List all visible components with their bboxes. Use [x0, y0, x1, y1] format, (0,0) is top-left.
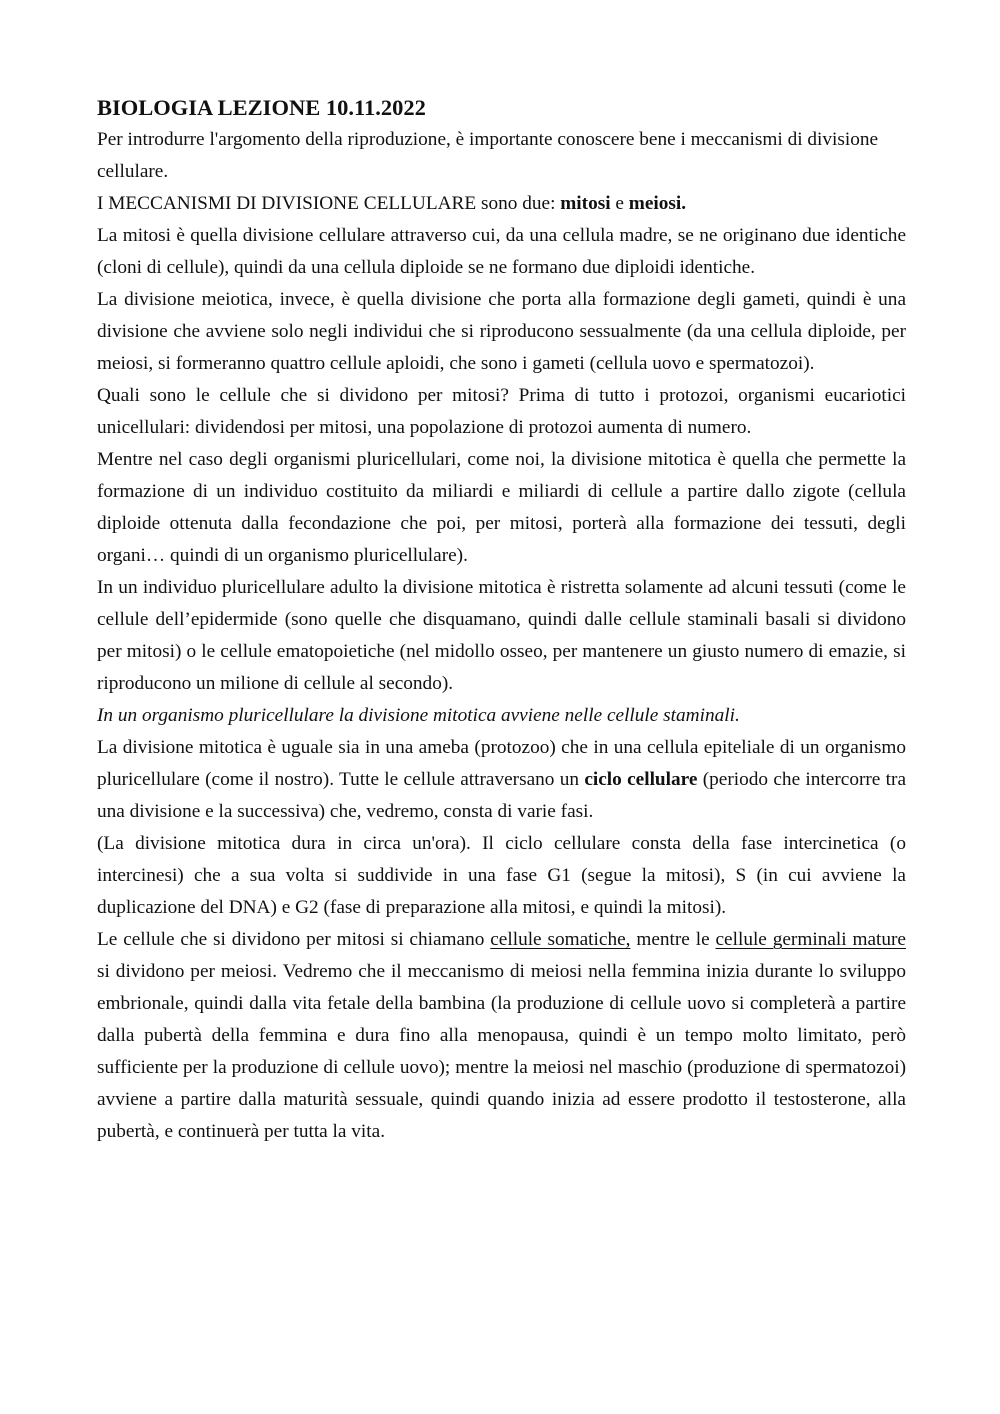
paragraph-mitosis-definition: La mitosi è quella divisione cellulare attraverso cui, da una cellula madre, se ne originano due identiche (cloni di cellule), quindi da una cellula diploide se ne formano due diploidi identiche.: [97, 225, 906, 278]
text-segment: La divisione mitotica è uguale sia in una ameba (protozoo) che in una cellula epiteliale di un organismo pluricellulare (come il nostro). Tutte le cellule attraversano un: [97, 737, 906, 790]
paragraph-multicellular: Mentre nel caso degli organismi pluricellulari, come noi, la divisione mitotica è quella che permette la formazione di un individuo costituito da miliardi e miliardi di cellule a partire dallo zigote (cellula diploide ottenuta dalla fecondazione che poi, per mitosi, porterà alla formazione dei tessuti, degli organi… quindi di un organismo pluricellulare).: [97, 449, 906, 566]
text-segment: (periodo che intercorre tra una divisione e la successiva) che, vedremo, consta di varie fasi.: [97, 769, 907, 822]
paragraph-protozoa: Quali sono le cellule che si dividono per mitosi? Prima di tutto i protozoi, organismi eucariotici unicellulari: dividendosi per mitosi, una popolazione di protozoi aumenta di numero.: [97, 385, 906, 438]
paragraph-adult-tissues: In un individuo pluricellulare adulto la divisione mitotica è ristretta solamente ad alcuni tessuti (come le cellule dell’epidermide (sono quelle che disquamano, quindi dalle cellule staminali basali si dividono per mitosi) o le cellule ematopoietiche (nel midollo osseo, per mantenere un giusto numero di emazie, si riproducono un milione di cellule al secondo).: [97, 577, 906, 694]
paragraph-somatic-germinal: [97, 924, 906, 1148]
document-page: [97, 92, 906, 1148]
text-segment: I MECCANISMI DI DIVISIONE CELLULARE sono due:: [97, 193, 561, 214]
text-segment: e: [610, 193, 629, 214]
paragraph-cell-cycle: [97, 732, 906, 828]
paragraph-cycle-phases: (La divisione mitotica dura in circa un'ora). Il ciclo cellulare consta della fase intercinetica (o intercinesi) che a sua volta si suddivide in una fase G1 (segue la mitosi), S (in cui avviene la duplicazione del DNA) e G2 (fase di preparazione alla mitosi, e quindi la mitosi).: [97, 833, 906, 918]
text-segment: si dividono per meiosi. Vedremo che il meccanismo di meiosi nella femmina inizia durante lo sviluppo embrionale, quindi dalla vita fetale della bambina (la produzione di cellule uovo si completerà a partire dalla pubertà della femmina e dura fino alla menopausa, quindi è un tempo molto limitato, però sufficiente per la produzione di cellule uovo); mentre la meiosi nel maschio (produzione di spermatozoi) avviene a partire dalla maturità sessuale, quindi quando inizia ad essere prodotto il testosterone, alla pubertà, e continuerà per tutta la vita.: [97, 961, 906, 1142]
paragraph-division-mechanisms: [97, 188, 906, 220]
underlined-term-germinal-cells: cellule germinali mature: [715, 929, 906, 950]
paragraph-stem-cells-italic: In un organismo pluricellulare la divisione mitotica avviene nelle cellule staminali.: [97, 705, 740, 726]
paragraph-meiotic-division: La divisione meiotica, invece, è quella divisione che porta alla formazione degli gameti, quindi è una divisione che avviene solo negli individui che si riproducono sessualmente (da una cellula diploide, per meiosi, si formeranno quattro cellule aploidi, che sono i gameti (cellula uovo e spermatozoi).: [97, 289, 906, 374]
document-title: BIOLOGIA LEZIONE 10.11.2022: [97, 95, 426, 120]
bold-term-mitosi: mitosi: [560, 193, 611, 214]
text-segment: mentre le: [630, 929, 716, 950]
bold-term-meiosi: meiosi.: [628, 193, 687, 214]
bold-term-ciclo-cellulare: ciclo cellulare: [584, 769, 698, 790]
paragraph-introduction: Per introdurre l'argomento della riproduzione, è importante conoscere bene i meccanismi di divisione cellulare.: [97, 129, 879, 182]
underlined-term-somatic-cells: cellule somatiche,: [490, 929, 631, 950]
text-segment: Le cellule che si dividono per mitosi si chiamano: [97, 929, 491, 950]
